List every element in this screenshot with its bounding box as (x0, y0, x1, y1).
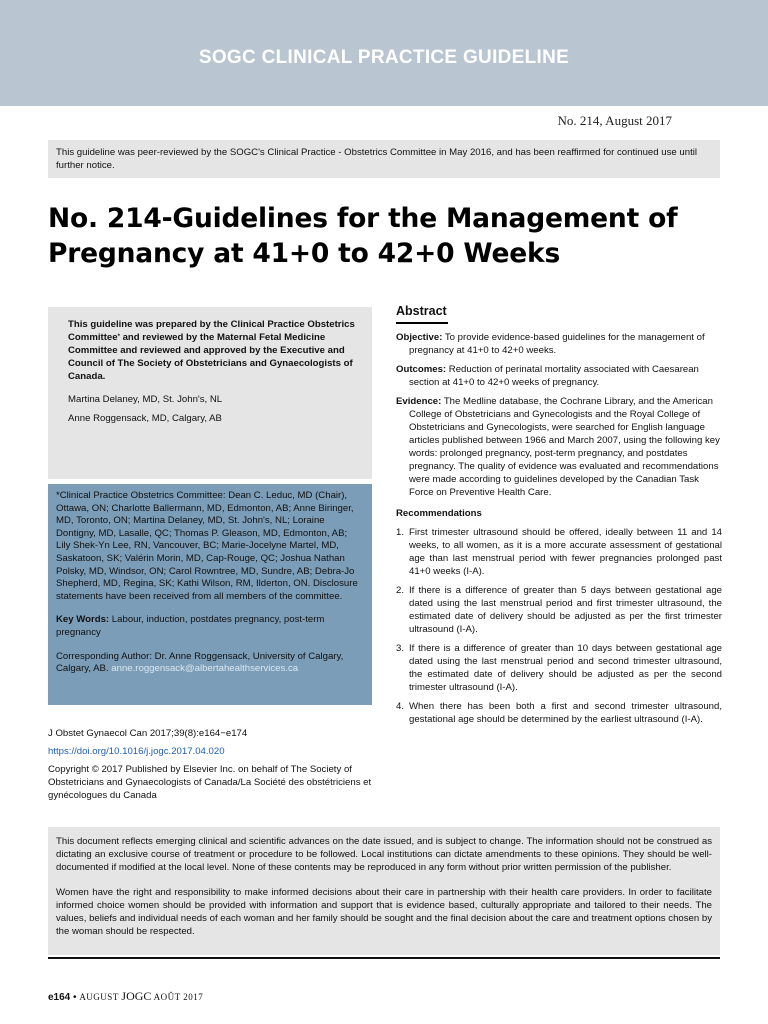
objective-label: Objective: (396, 332, 443, 343)
footer-month-fr: AOÛT 2017 (151, 992, 204, 1002)
keywords-label: Key Words: (56, 614, 110, 626)
author-delaney: Martina Delaney, MD, St. John's, NL (68, 394, 223, 405)
abstract-evidence (396, 395, 722, 499)
list-item-text: If there is a difference of greater than 10 days between gestational age dated using the last menstrual period and second trimester ultrasound, the estimated date of delivery should be adjusted as per the second trimester ultrasound (I-A). (409, 643, 722, 693)
keywords (56, 614, 364, 639)
list-item (396, 700, 722, 726)
recommendations-heading: Recommendations (396, 508, 482, 519)
issue-number: No. 214, August 2017 (557, 113, 672, 128)
journal-citation: J Obstet Gynaecol Can 2017;39(8):e164−e174 (48, 728, 248, 739)
abstract-outcomes (396, 363, 722, 389)
doi-link[interactable]: https://doi.org/10.1016/j.jogc.2017.04.020 (48, 746, 225, 757)
evidence-label: Evidence: (396, 396, 442, 407)
page-title (48, 201, 728, 271)
list-item-number: 2. (396, 585, 405, 596)
header-banner (0, 0, 768, 106)
evidence-text: The Medline database, the Cochrane Library, and the American College of Obstetricians and Gynecologists and the Royal College of Obstetricians and Gynecologists, were searched for English language articles published between 1966 and March 2007, using the following key words: prolonged pregnancy, post-term pregnancy, and postdates pregnancy. The quality of evidence was evaluated and recommendations were made according to guidelines developed by the Canadian Task Force on Preventive Health Care. (409, 396, 720, 498)
copyright-notice: Copyright © 2017 Published by Elsevier Inc. on behalf of The Society of Obstetricians and Gynaecologists of Canada/La Société des obstétriciens et gynécologues du Canada (48, 764, 372, 801)
abstract-body (396, 331, 722, 732)
corresponding-author (56, 651, 364, 676)
list-item (396, 642, 722, 694)
list-item (396, 526, 722, 578)
abstract-heading: Abstract (396, 304, 447, 318)
footer-bullet: • (70, 992, 80, 1003)
citation-block (48, 727, 378, 807)
footnote-marker: * (117, 334, 120, 340)
author-roggensack: Anne Roggensack, MD, Calgary, AB (68, 413, 222, 424)
footer-divider (48, 957, 720, 959)
committee-members: *Clinical Practice Obstetrics Committee: Dean C. Leduc, MD (Chair), Ottawa, ON; Charlotte Ballermann, MD, Edmonton, AB; Anne Biringer, MD, Toronto, ON; Martina Delaney, MD, St. John's, NL; Loraine Dontigny, MD, Lasalle, QC; Thomas P. Gleason, MD, Edmonton, AB; Lily Shek-Yn Lee, RN, Vancouver, BC; Marie-Jocelyne Martel, MD, Saskatoon, SK; Valérin Morin, MD, Cap-Rouge, QC; Joshua Nathan Polsky, MD, Windsor, ON; Carol Rowntree, MD, Sundre, AB; Debra-Jo Shepherd, MD, Regina, SK; Kathi Wilson, RM, Ilderton, ON. Disclosure statements have been received from all members of the committee. (56, 490, 358, 602)
page-number: e164 (48, 992, 71, 1003)
outcomes-label: Outcomes: (396, 364, 447, 375)
peer-review-note: This guideline was peer-reviewed by the SOGC's Clinical Practice - Obstetrics Committee in May 2016, and has been reaffirmed for continued use until further notice. (48, 140, 720, 178)
corresponding-author-text: Corresponding Author: Dr. Anne Roggensack, University of Calgary, Calgary, AB. (56, 650, 344, 675)
page-footer (48, 989, 203, 1004)
abstract-objective (396, 331, 722, 357)
abstract-underline (396, 322, 448, 324)
list-item-number: 3. (396, 643, 405, 654)
list-item-text: If there is a difference of greater than 5 days between gestational age dated using the last menstrual period and first trimester ultrasound, the estimated date of delivery should be adjusted as per the first trimester ultrasound (I-A). (409, 585, 722, 635)
list-item-number: 1. (396, 527, 405, 538)
preparation-box (48, 307, 372, 479)
outcomes-text: Reduction of perinatal mortality associated with Caesarean section at 41+0 to 42+0 weeks of pregnancy. (409, 364, 699, 388)
preparation-statement-part-2: and reviewed by the Maternal Fetal Medicine Committee and reviewed and approved by the Executive and Council of The Society of Obstetricians and Gynaecologists of Canada. (68, 332, 353, 382)
disclaimer-box (48, 827, 720, 955)
preparation-statement-part-1: This guideline was prepared by the Clinical Practice Obstetrics Committee (68, 319, 355, 343)
list-item-number: 4. (396, 701, 405, 712)
keywords-text: Labour, induction, postdates pregnancy, post-term pregnancy (56, 614, 325, 638)
objective-text: To provide evidence-based guidelines for the management of pregnancy at 41+0 to 42+0 weeks. (409, 332, 705, 356)
page-title-line-1: No. 214-Guidelines for the Management of (48, 203, 678, 234)
list-item-text: First trimester ultrasound should be offered, ideally between 11 and 14 weeks, to all women, as it is a more accurate assessment of gestational age than last menstrual period with fewer pregnancies prolonged past 41+0 weeks (I-A). (409, 527, 722, 577)
banner-title: SOGC CLINICAL PRACTICE GUIDELINE (198, 47, 570, 68)
list-item (396, 584, 722, 636)
disclaimer-paragraph-1: This document reflects emerging clinical and scientific advances on the date issued, and is subject to change. The information should not be construed as dictating an exclusive course of treatment or procedure to be followed. Local institutions can dictate amendments to these opinions. They should be well-documented if modified at the local level. None of these contents may be reproduced in any form without prior written permission of the publisher. (56, 836, 712, 873)
recommendations-list (396, 526, 722, 726)
footer-journal: JOGC (121, 989, 152, 1003)
committee-box (48, 484, 372, 705)
page-title-line-2: Pregnancy at 41+0 to 42+0 Weeks (48, 238, 561, 269)
preparation-statement (68, 318, 358, 383)
email-link[interactable]: anne.roggensack@albertahealthservices.ca (111, 663, 299, 675)
list-item-text: When there has been both a first and second trimester ultrasound, gestational age should be determined by the earliest ultrasound (I-A). (409, 701, 722, 725)
footer-month: AUGUST (79, 992, 122, 1002)
disclaimer-paragraph-2: Women have the right and responsibility to make informed decisions about their care in partnership with their health care providers. In order to facilitate informed choice women should be provided with information and support that is evidence based, culturally appropriate and tailored to their needs. The values, beliefs and individual needs of each woman and her family should be sought and the final decision about the care and treatment options chosen by the woman should be respected. (56, 887, 713, 937)
